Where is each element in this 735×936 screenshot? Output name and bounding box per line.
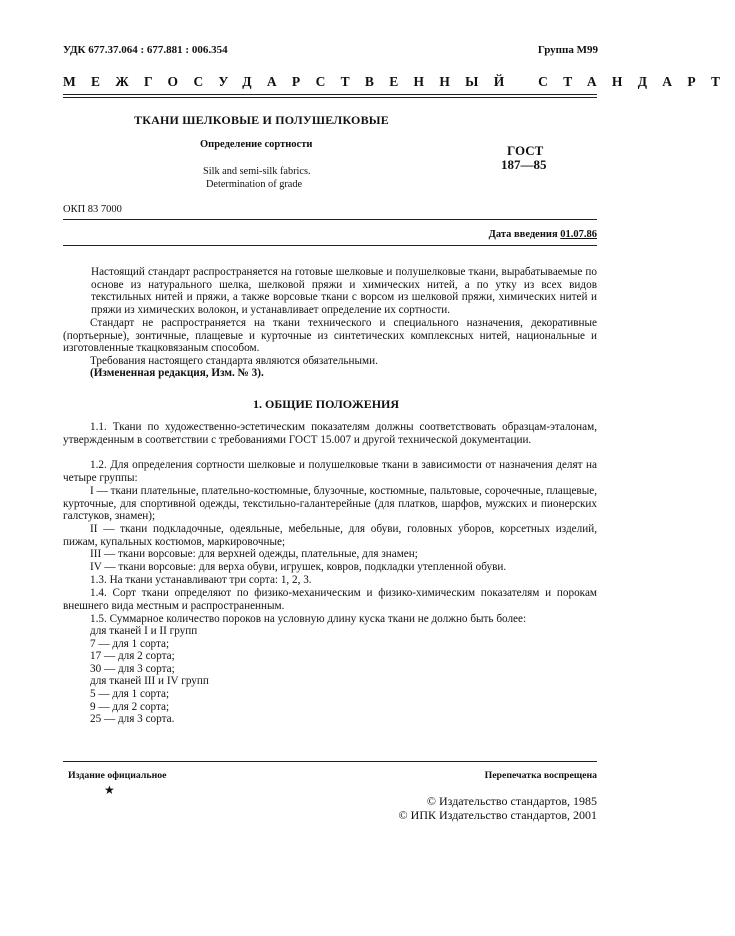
copyright-2001: © ИПК Издательство стандартов, 2001: [398, 808, 597, 822]
banner-rule-bottom: [63, 97, 597, 98]
english-title-line2: Determination of grade: [206, 179, 303, 190]
intro-paragraph-2: Стандарт не распространяется на ткани технического и специального назначения, декоративные (портьерные), зонтичные, плащевые и курточные из синтетических комплексных нитей, национальные и изготовленные ткацковязаным способом.: [63, 317, 597, 355]
reprint-notice: Перепечатка воспрещена: [484, 770, 597, 781]
intro-paragraph-3: Требования настоящего стандарта являются обязательными.: [90, 355, 378, 367]
english-title-line1: Silk and semi-silk fabrics.: [203, 166, 311, 177]
list-item: 25 — для 3 сорта.: [90, 713, 175, 726]
section-heading: 1. ОБЩИЕ ПОЛОЖЕНИЯ: [253, 397, 400, 411]
star-icon: ★: [104, 783, 115, 797]
date-rule: [63, 245, 597, 246]
gost-label: ГОСТ: [507, 143, 544, 158]
title-rule: [63, 219, 597, 220]
intro-paragraph-1: Настоящий стандарт распространяется на готовые шелковые и полушелковые ткани, вырабатываемые по основе из натурального шелка, шелковой пряжи и химических нитей, а по утку из всех видов текстильных нитей и пряжи, а также ворсовые ткани с ворсом из шелковой пряжи, химических нитей и пряжи из химических волокон, и устанавливает определение их сортности.: [91, 266, 597, 316]
amendment-note: (Измененная редакция, Изм. № 3).: [90, 367, 264, 379]
list-item: 17 — для 2 сорта;: [90, 650, 175, 663]
clause-1-3: 1.3. На ткани устанавливают три сорта: 1, 2, 3.: [90, 574, 312, 586]
effective-date-value: 01.07.86: [560, 229, 597, 240]
effective-date-label: Дата введения: [488, 229, 558, 240]
list-item: для тканей I и II групп: [90, 625, 198, 637]
list-item: 7 — для 1 сорта;: [90, 637, 170, 650]
document-subtitle: Определение сортности: [200, 139, 313, 150]
okp-code: ОКП 83 7000: [63, 204, 122, 215]
footer-rule: [63, 761, 597, 762]
clause-1-4: 1.4. Сорт ткани определяют по физико-механическим и физико-химическим показателям и порокам внешнего вида местным и распространенным.: [63, 587, 597, 612]
document-title: ТКАНИ ШЕЛКОВЫЕ И ПОЛУШЕЛКОВЫЕ: [134, 113, 389, 127]
clause-1-5: 1.5. Суммарное количество пороков на условную длину куска ткани не должно быть более:: [90, 613, 527, 625]
list-item: 30 — для 3 сорта;: [90, 662, 175, 675]
clause-1-2: 1.2. Для определения сортности шелковые и полушелковые ткани в зависимости от назначения делят на четыре группы:: [63, 459, 597, 484]
udk-code: УДК 677.37.064 : 677.881 : 006.354: [63, 44, 228, 56]
effective-date: [489, 229, 597, 240]
banner-rule-top: [63, 94, 597, 95]
group-3: III — ткани ворсовые: для верхней одежды, плательные, для знамен;: [90, 548, 418, 560]
list-item: для тканей III и IV групп: [90, 675, 209, 688]
clause-1-1: 1.1. Ткани по художественно-эстетическим показателям должны соответствовать образцам-эталонам, утвержденным в соответствии с требованиями ГОСТ 15.007 и другой технической документации.: [63, 421, 597, 446]
group-2: II — ткани подкладочные, одеяльные, мебельные, для обуви, головных уборов, корсетных изделий, пижам, купальных костюмов, маркировочные;: [63, 523, 597, 548]
list-item: 5 — для 1 сорта;: [90, 687, 170, 700]
standard-banner: МЕЖГОСУДАРСТВЕННЫЙ СТАНДАРТ: [63, 74, 735, 89]
group-1: I — ткани плательные, плательно-костюмные, блузочные, костюмные, пальтовые, сорочечные, плащевые, курточные, для спортивной одежды, текстильно-галантерейные (для платков, шарфов, мужских и пионерских галстуков, знамен);: [63, 485, 597, 523]
copyright-1985: © Издательство стандартов, 1985: [426, 794, 597, 808]
group-code: Группа М99: [537, 44, 598, 56]
official-edition: Издание официальное: [68, 770, 167, 781]
gost-number: 187—85: [501, 157, 547, 172]
defect-limits-list: [90, 625, 209, 726]
list-item: 9 — для 2 сорта;: [90, 700, 170, 713]
group-4: IV — ткани ворсовые: для верха обуви, игрушек, ковров, подкладки утепленной обуви.: [90, 561, 507, 573]
